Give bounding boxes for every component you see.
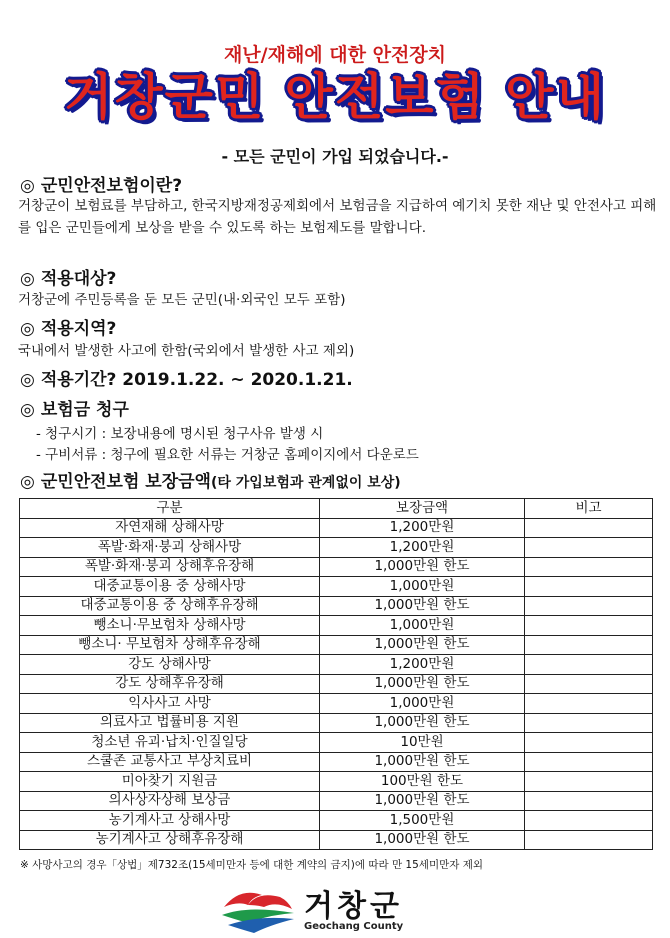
section-body-what: 거창군이 보험료를 부담하고, 한국지방재정공제회에서 보험금을 지급하여 예기치 못한 재난 및 안전사고 피해를 입은 군민들에게 보상을 받을 수 있도록 하는 보험제도를 말합니다. (18, 198, 657, 236)
table-row (20, 811, 653, 831)
cell-category: 뺑소니·무보험차 상해사망 (20, 616, 320, 636)
section-heading-what: ◎ 군민안전보험이란? (20, 176, 183, 196)
tagline: - 모든 군민이 가입 되었습니다.- (221, 147, 449, 166)
cell-remarks (525, 577, 653, 597)
page-title: 거창군민 안전보험 안내 (64, 68, 606, 126)
table-row (20, 518, 653, 538)
subtitle: 재난/재해에 대한 안전장치 (223, 44, 447, 66)
cell-category: 농기계사고 상해사망 (20, 811, 320, 831)
cell-category: 강도 상해사망 (20, 655, 320, 675)
cell-remarks (525, 791, 653, 811)
section-body-target: 거창군에 주민등록을 둔 모든 군민(내·외국인 모두 포함) (18, 292, 346, 308)
cell-amount: 1,000만원 한도 (320, 674, 525, 694)
cell-category: 폭발·화재·붕괴 상해후유장해 (20, 557, 320, 577)
cell-remarks (525, 694, 653, 714)
cell-category: 의사상자상해 보상금 (20, 791, 320, 811)
cell-category: 자연재해 상해사망 (20, 518, 320, 538)
double-circle-icon: ◎ (20, 176, 35, 196)
cell-amount: 1,000만원 (320, 577, 525, 597)
cell-remarks (525, 733, 653, 753)
table-row (20, 772, 653, 792)
cell-remarks (525, 752, 653, 772)
table-header-row (20, 499, 653, 519)
cell-remarks (525, 655, 653, 675)
section-heading-area: ◎ 적용지역? (20, 319, 117, 339)
cell-amount: 1,000만원 한도 (320, 557, 525, 577)
cell-remarks (525, 538, 653, 558)
double-circle-icon: ◎ (20, 319, 35, 339)
double-circle-icon: ◎ (20, 472, 35, 492)
cell-amount: 1,000만원 한도 (320, 635, 525, 655)
cell-amount: 1,000만원 한도 (320, 791, 525, 811)
column-header-category: 구분 (20, 499, 320, 519)
geochang-logo (218, 885, 458, 935)
cell-amount: 1,000만원 (320, 616, 525, 636)
cell-amount: 1,200만원 (320, 538, 525, 558)
cell-category: 강도 상해후유장해 (20, 674, 320, 694)
cell-amount: 10만원 (320, 733, 525, 753)
claim-item-documents: - 구비서류 : 청구에 필요한 서류는 거창군 홈페이지에서 다운로드 (36, 447, 419, 463)
coverage-table (19, 498, 653, 850)
cell-amount: 1,000만원 (320, 694, 525, 714)
logo-name-en: Geochang County (304, 921, 404, 932)
claim-item-timing: - 청구시기 : 보장내용에 명시된 청구사유 발생 시 (36, 426, 324, 442)
table-row (20, 655, 653, 675)
table-row (20, 596, 653, 616)
cell-remarks (525, 811, 653, 831)
cell-category: 익사사고 사망 (20, 694, 320, 714)
cell-amount: 1,000만원 한도 (320, 830, 525, 850)
county-emblem-icon (218, 885, 298, 935)
cell-remarks (525, 557, 653, 577)
table-row (20, 830, 653, 850)
cell-remarks (525, 772, 653, 792)
section-body-area: 국내에서 발생한 사고에 한함(국외에서 발생한 사고 제외) (18, 343, 355, 359)
cell-remarks (525, 635, 653, 655)
table-row (20, 557, 653, 577)
cell-category: 청소년 유괴·납치·인질일당 (20, 733, 320, 753)
table-row (20, 577, 653, 597)
table-row (20, 791, 653, 811)
section-heading-target: ◎ 적용대상? (20, 269, 117, 289)
double-circle-icon: ◎ (20, 370, 35, 390)
cell-category: 폭발·화재·붕괴 상해사망 (20, 538, 320, 558)
table-row (20, 674, 653, 694)
cell-category: 스쿨존 교통사고 부상치료비 (20, 752, 320, 772)
cell-remarks (525, 518, 653, 538)
cell-amount: 1,500만원 (320, 811, 525, 831)
logo-name: 거창군 (304, 889, 403, 924)
section-heading-period: ◎ 적용기간? 2019.1.22. ~ 2020.1.21. (20, 370, 353, 390)
cell-category: 대중교통이용 중 상해사망 (20, 577, 320, 597)
cell-category: 미아찾기 지원금 (20, 772, 320, 792)
table-row (20, 733, 653, 753)
cell-remarks (525, 830, 653, 850)
section-heading-claim: ◎ 보험금 청구 (20, 400, 129, 420)
cell-category: 농기계사고 상해후유장해 (20, 830, 320, 850)
double-circle-icon: ◎ (20, 400, 35, 420)
table-row (20, 713, 653, 733)
table-row (20, 635, 653, 655)
table-row (20, 538, 653, 558)
column-header-amount: 보장금액 (320, 499, 525, 519)
table-row (20, 616, 653, 636)
cell-remarks (525, 596, 653, 616)
column-header-remarks: 비고 (525, 499, 653, 519)
cell-amount: 1,200만원 (320, 655, 525, 675)
double-circle-icon: ◎ (20, 269, 35, 289)
section-heading-coverage: ◎ 군민안전보험 보장금액(타 가입보험과 관계없이 보상) (20, 472, 401, 492)
cell-amount: 1,000만원 한도 (320, 752, 525, 772)
cell-amount: 100만원 한도 (320, 772, 525, 792)
cell-amount: 1,200만원 (320, 518, 525, 538)
cell-remarks (525, 674, 653, 694)
cell-remarks (525, 616, 653, 636)
cell-amount: 1,000만원 한도 (320, 596, 525, 616)
footnote: ※ 사망사고의 경우「상법」제732조(15세미만자 등에 대한 계약의 금지)에 따라 만 15세미만자 제외 (20, 859, 483, 871)
table-row (20, 694, 653, 714)
cell-category: 뺑소니· 무보험차 상해후유장해 (20, 635, 320, 655)
cell-amount: 1,000만원 한도 (320, 713, 525, 733)
cell-category: 대중교통이용 중 상해후유장해 (20, 596, 320, 616)
table-row (20, 752, 653, 772)
cell-category: 의료사고 법률비용 지원 (20, 713, 320, 733)
cell-remarks (525, 713, 653, 733)
